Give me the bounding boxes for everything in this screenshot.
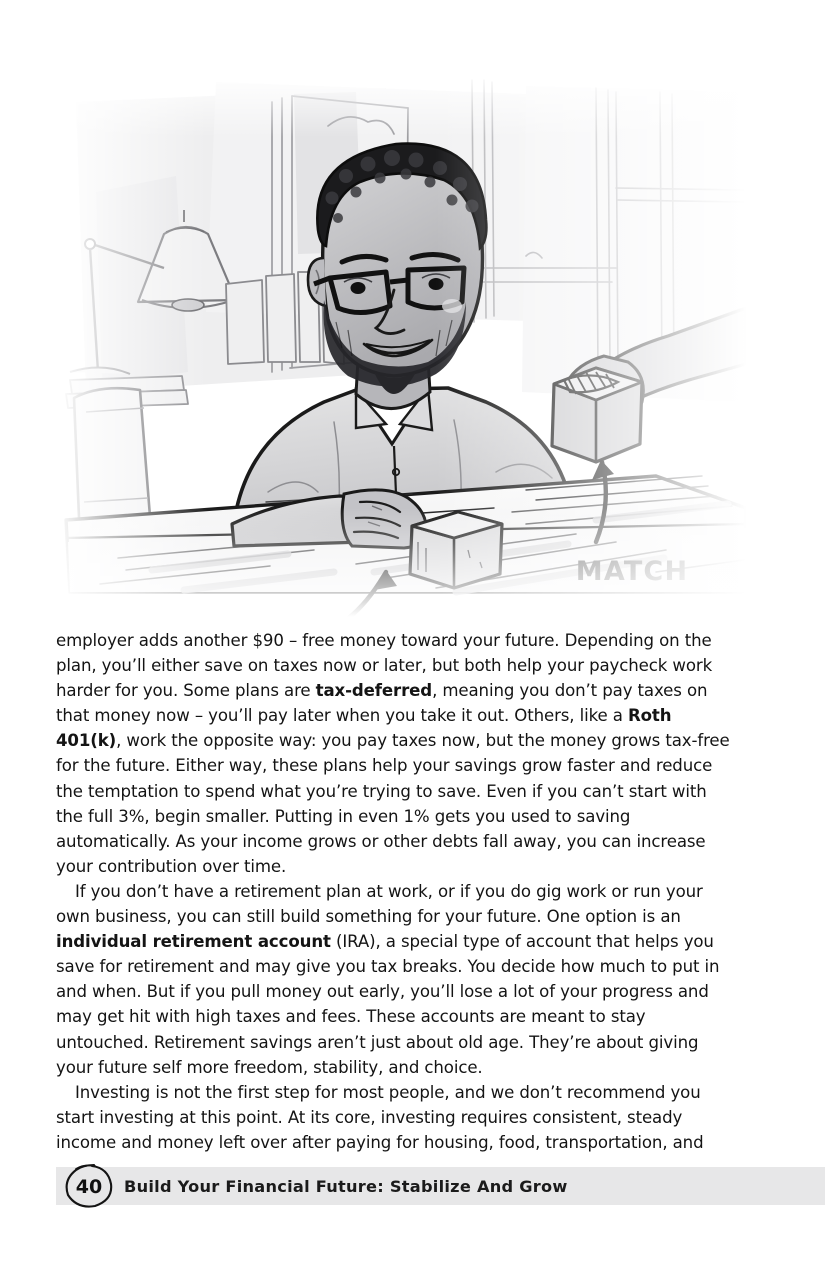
text-run: , work the opposite way: you pay taxes now, but the money grows tax-free for the future. Either way, these plans help your savings grow faster and reduce the temptation to spend what you’re trying to save. Even if you can’t start with the full 3%, begin smaller. Putting in even 1% gets you used to saving automatically. As your income grows or other debts fall away, you can increase your contribution over time.	[56, 731, 730, 876]
page-number-circle	[62, 1159, 116, 1213]
text-run: , meaning you don’t pay taxes on that money now – you’ll pay later when you take it out. Others, like a	[56, 681, 708, 726]
emphasis-term: tax-deferred	[315, 681, 433, 701]
text-run: (IRA), a special type of account that helps you save for retirement and may give you tax breaks. You decide how much to put in and when. But if you pull money out early, you’ll lose a lot of your progress and may get hit with high taxes and fees. These accounts are meant to stay untouched. Retirement savings aren’t just about old age. They’re about giving your future self more freedom, stability, and choice.	[56, 932, 720, 1077]
body-paragraph	[56, 628, 732, 879]
body-paragraph	[56, 1080, 732, 1155]
page-footer	[56, 1167, 825, 1205]
text-run: Investing is not the first step for most people, and we don’t recommend you start investing at this point. At its core, investing requires consistent, steady income and money left over after paying for housing, food, transportation, and	[56, 1082, 704, 1152]
emphasis-term: Roth 401(k)	[56, 706, 672, 751]
chapter-illustration	[56, 72, 746, 617]
text-run: employer adds another $90 – free money toward your future. Depending on the plan, you’ll either save on taxes now or later, but both help your paycheck work harder for you. Some plans are	[56, 631, 713, 701]
body-text	[56, 628, 732, 1155]
fade-bottom	[56, 72, 746, 617]
body-paragraph	[56, 879, 732, 1080]
page-number-badge	[62, 1159, 116, 1213]
emphasis-term: individual retirement account	[56, 932, 331, 952]
illustration-svg	[56, 72, 746, 617]
running-head: Build Your Financial Future: Stabilize And Grow	[124, 1176, 568, 1196]
text-run: If you don’t have a retirement plan at work, or if you do gig work or run your own business, you can still build something for your future. One option is an	[56, 881, 703, 927]
page-number-text: 40	[75, 1176, 103, 1198]
